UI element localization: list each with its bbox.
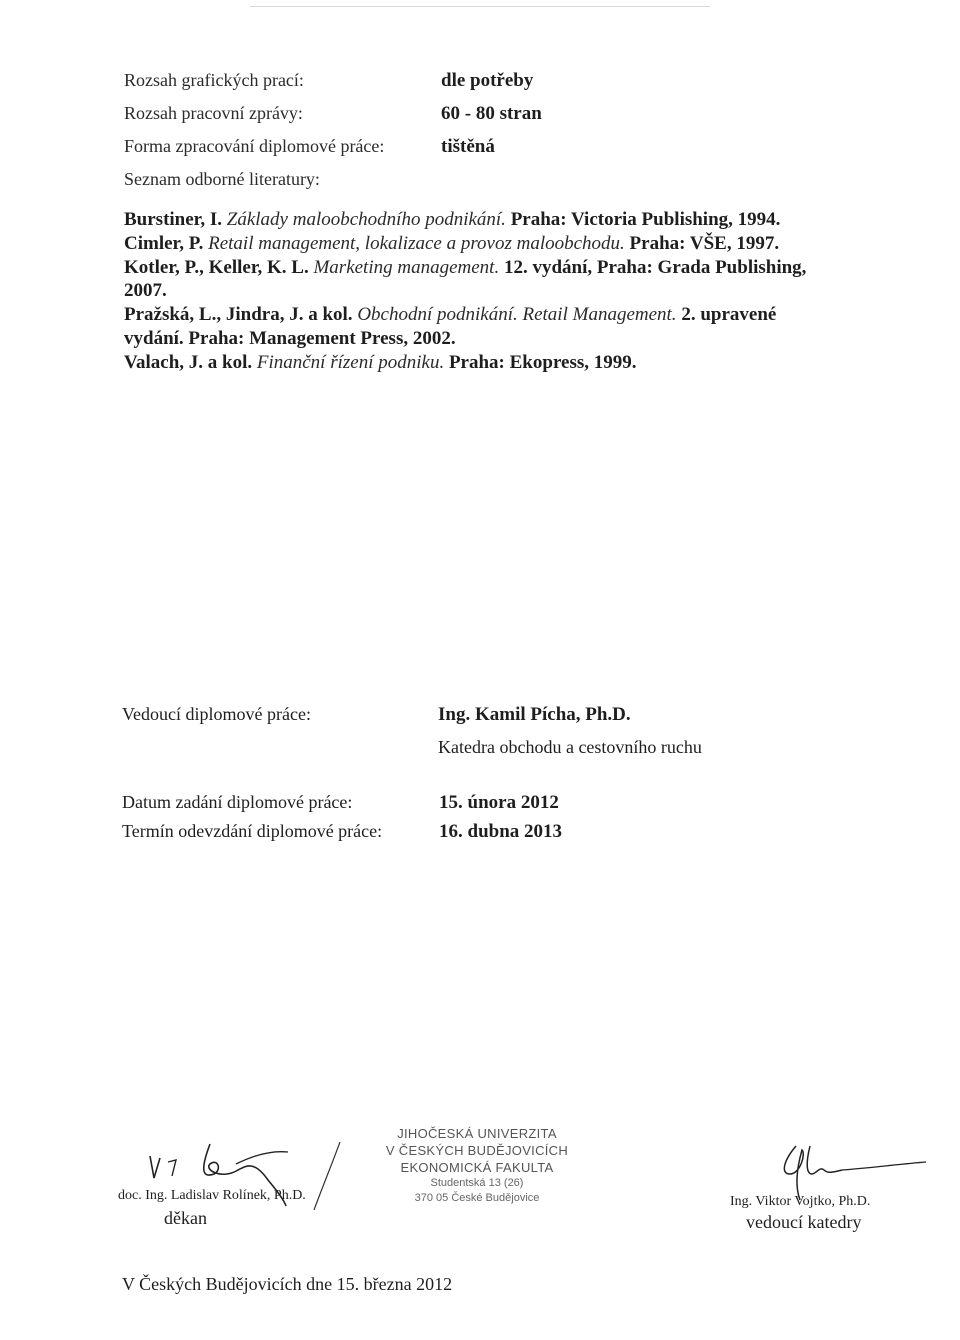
supervisor-name: Ing. Kamil Pícha, Ph.D. — [438, 704, 631, 725]
dean-signature-block — [118, 1140, 348, 1240]
stamp-line: V ČESKÝCH BUDĚJOVICÍCH — [385, 1143, 569, 1158]
reference-author: Valach, J. a kol. — [124, 351, 253, 373]
info-row — [124, 163, 542, 196]
stamp-line: Studentská 13 (26) — [430, 1177, 524, 1189]
reference-list — [124, 208, 834, 375]
dates-block — [122, 788, 562, 846]
department-head-signature-block — [730, 1140, 930, 1240]
info-label: Rozsah pracovní zprávy: — [124, 103, 303, 123]
date-row — [122, 788, 562, 817]
stamp-line: EKONOMICKÁ FAKULTA — [400, 1160, 554, 1175]
date-label: Termín odevzdání diplomové práce: — [122, 821, 383, 841]
date-value: 16. dubna 2013 — [439, 820, 563, 842]
info-value: dle potřeby — [441, 69, 534, 91]
reference-title: Základy maloobchodního podnikání. — [226, 209, 506, 230]
reference-item — [124, 256, 834, 304]
place-and-date: V Českých Budějovicích dne 15. března 2012 — [122, 1274, 453, 1294]
info-label: Rozsah grafických prací: — [124, 70, 304, 90]
date-value: 15. února 2012 — [439, 791, 559, 813]
reference-publisher: 2. upravené vydání. Praha: Management Press, 2002. — [124, 304, 777, 349]
reference-author: Pražská, L., Jindra, J. a kol. — [124, 304, 353, 326]
reference-author: Cimler, P. — [124, 232, 204, 254]
stamp-line: JIHOČESKÁ UNIVERZITA — [397, 1126, 557, 1141]
thesis-info — [124, 64, 542, 196]
date-label: Datum zadání diplomové práce: — [122, 792, 353, 812]
supervisor-department: Katedra obchodu a cestovního ruchu — [438, 737, 702, 757]
reference-item — [124, 351, 834, 375]
top-rule — [250, 6, 710, 7]
dean-role: děkan — [164, 1208, 207, 1228]
reference-item — [124, 232, 834, 256]
reference-item — [124, 208, 834, 232]
reference-publisher: Praha: Ekopress, 1999. — [448, 351, 637, 373]
date-row — [122, 817, 562, 846]
info-label: Seznam odborné literatury: — [124, 169, 320, 189]
faculty-stamp — [372, 1125, 582, 1206]
reference-title: Finanční řízení podniku. — [256, 351, 445, 373]
info-label: Forma zpracování diplomové práce: — [124, 136, 385, 156]
department-head-role: vedoucí katedry — [746, 1212, 862, 1232]
reference-publisher: 12. vydání, Praha: Grada Publishing, 2007. — [124, 256, 807, 302]
info-value: tištěná — [441, 135, 495, 157]
info-row — [124, 130, 542, 163]
supervisor-label: Vedoucí diplomové práce: — [122, 704, 311, 724]
reference-item — [124, 303, 834, 351]
stamp-line: 370 05 České Budějovice — [414, 1192, 540, 1204]
info-row — [124, 64, 542, 97]
reference-publisher: Praha: Victoria Publishing, 1994. — [510, 209, 781, 230]
reference-title: Marketing management. — [313, 256, 500, 278]
reference-author: Burstiner, I. — [124, 209, 223, 230]
reference-title: Retail management, lokalizace a provoz maloobchodu. — [208, 232, 625, 254]
department-head-name: Ing. Viktor Vojtko, Ph.D. — [730, 1194, 871, 1209]
info-row — [124, 97, 542, 130]
info-value: 60 - 80 stran — [441, 102, 542, 124]
reference-publisher: Praha: VŠE, 1997. — [629, 232, 780, 254]
reference-title: Obchodní podnikání. Retail Management. — [357, 304, 677, 326]
dean-name: doc. Ing. Ladislav Rolínek, Ph.D. — [118, 1188, 306, 1203]
reference-author: Kotler, P., Keller, K. L. — [124, 256, 309, 278]
